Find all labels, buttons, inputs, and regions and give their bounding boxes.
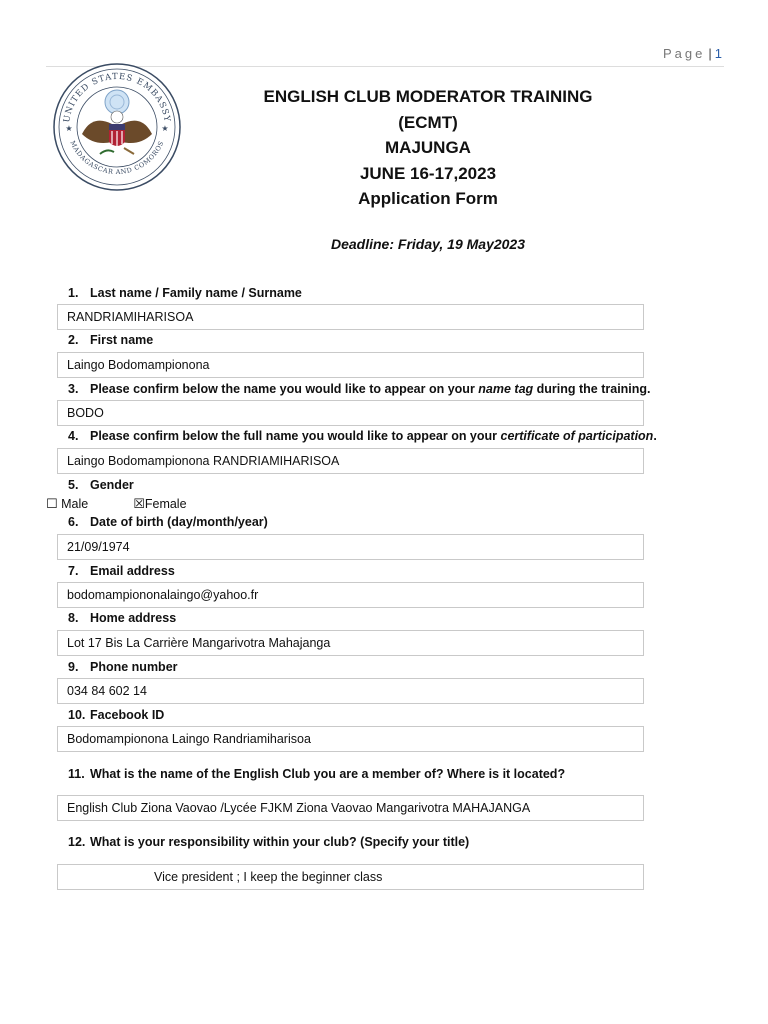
title-line: ENGLISH CLUB MODERATOR TRAINING xyxy=(263,87,593,106)
male-checkbox[interactable]: ☐ xyxy=(46,496,58,511)
facebook-id-field[interactable]: Bodomampionona Laingo Randriamiharisoa xyxy=(57,726,644,752)
home-address-field[interactable]: Lot 17 Bis La Carrière Mangarivotra Mahajanga xyxy=(57,630,644,656)
question-1-label: 1. Last name / Family name / Surname xyxy=(68,286,302,300)
title-line: (ECMT) xyxy=(398,112,458,132)
page-number: Page | 1 xyxy=(663,46,722,61)
svg-text:★: ★ xyxy=(65,124,73,133)
question-8-label: 8. Home address xyxy=(68,611,177,625)
english-club-field[interactable]: English Club Ziona Vaovao /Lycée FJKM Ziona Vaovao Mangarivotra MAHAJANGA xyxy=(57,795,644,821)
question-2-label: 2. First name xyxy=(68,333,154,347)
phone-number-field[interactable]: 034 84 602 14 xyxy=(57,678,644,704)
seal-top-text: UNITED STATES EMBASSY xyxy=(62,71,172,124)
female-checkbox[interactable]: ☒ xyxy=(133,496,145,511)
title-line: JUNE 16-17,2023 xyxy=(359,163,497,183)
question-5-label: 5. Gender xyxy=(68,478,134,492)
last-name-field[interactable]: RANDRIAMIHARISOA xyxy=(57,304,644,330)
title-line: Application Form xyxy=(358,189,498,208)
document-titles xyxy=(228,84,628,212)
email-field[interactable]: bodomampiononalaingo@yahoo.fr xyxy=(57,582,644,608)
seal-bottom-text: MADAGASCAR AND COMOROS xyxy=(68,139,166,177)
embassy-seal-icon xyxy=(52,62,182,192)
question-4-label: 4. Please confirm below the full name you would like to appear on your certificate of participation. xyxy=(68,429,657,443)
question-11-label: 11. What is the name of the English Club you are a member of? Where is it located? xyxy=(68,767,566,781)
female-label: Female xyxy=(144,497,187,511)
question-10-label: 10. Facebook ID xyxy=(68,708,165,722)
title-line: MAJUNGA xyxy=(385,138,471,157)
name-tag-field[interactable]: BODO xyxy=(57,400,644,426)
responsibility-field[interactable]: Vice president ; I keep the beginner class xyxy=(57,864,644,890)
deadline: Deadline: Friday, 19 May2023 xyxy=(330,236,526,252)
svg-text:★: ★ xyxy=(161,124,169,133)
certificate-name-field[interactable]: Laingo Bodomampionona RANDRIAMIHARISOA xyxy=(57,448,644,474)
question-12-label: 12. What is your responsibility within your club? (Specify your title) xyxy=(68,835,470,849)
question-7-label: 7. Email address xyxy=(68,564,175,578)
male-label: Male xyxy=(61,497,89,511)
question-3-label: 3. Please confirm below the name you would like to appear on your name tag during the training. xyxy=(68,382,651,396)
gender-options xyxy=(46,496,187,512)
question-6-label: 6. Date of birth (day/month/year) xyxy=(68,515,268,529)
question-9-label: 9. Phone number xyxy=(68,660,178,674)
date-of-birth-field[interactable]: 21/09/1974 xyxy=(57,534,644,560)
first-name-field[interactable]: Laingo Bodomampionona xyxy=(57,352,644,378)
